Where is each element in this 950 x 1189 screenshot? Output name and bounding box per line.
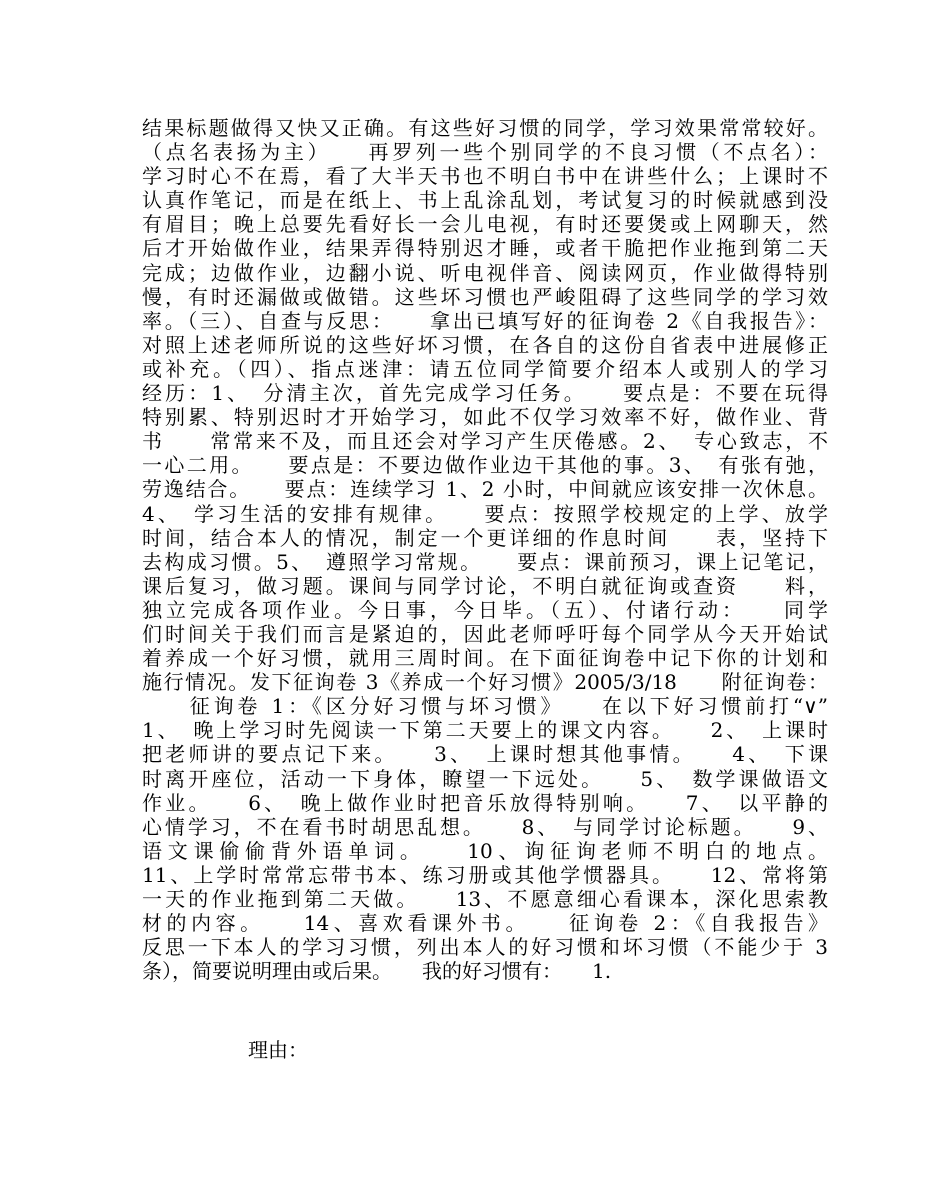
text-line: 特别累、特别迟时才开始学习，如此不仅学习效率不好，做作业、背 — [142, 405, 828, 430]
text-line: 率。（三）、自查与反思： 拿出已填写好的征询卷 2《自我报告》： — [142, 308, 828, 333]
text-line: 语文课偷偷背外语单词。 10、询征询老师不明白的地点。 — [142, 838, 828, 863]
text-line: 认真作笔记，而是在纸上、书上乱涂乱划，考试复习的时候就感到没 — [142, 188, 828, 213]
text-line: 作业。 6、 晚上做作业时把音乐放得特别响。 7、 以平静的 — [142, 790, 828, 815]
text-line: 有眉目；晚上总要先看好长一会儿电视，有时还要煲或上网聊天，然 — [142, 212, 828, 237]
text-line: 慢，有时还漏做或做错。这些坏习惯也严峻阻碍了这些同学的学习效 — [142, 284, 828, 309]
text-line: 后才开始做作业，结果弄得特别迟才睡，或者干脆把作业拖到第二天 — [142, 236, 828, 261]
text-line: 对照上述老师所说的这些好坏习惯，在各自的这份自省表中进展修正 — [142, 332, 828, 357]
reason-label: 理由： — [248, 1038, 308, 1062]
text-line: 施行情况。发下征询卷 3《养成一个好习惯》2005/3/18 附征询卷： — [142, 670, 828, 695]
text-line: 劳逸结合。 要点：连续学习 1、2 小时，中间就应该安排一次休息。 — [142, 477, 828, 502]
body-paragraph — [142, 116, 828, 983]
text-line: 一心二用。 要点是：不要边做作业边干其他的事。3、 有张有弛， — [142, 453, 828, 478]
text-line: 学习时心不在焉，看了大半天书也不明白书中在讲些什么；上课时不 — [142, 164, 828, 189]
text-line: 或补充。（四）、指点迷津：请五位同学简要介绍本人或别人的学习 — [142, 356, 828, 381]
text-line: 时离开座位，活动一下身体，瞭望一下远处。 5、 数学课做语文 — [142, 766, 828, 791]
text-line: 条），简要说明理由或后果。 我的好习惯有： 1. — [142, 959, 612, 984]
text-line: 材的内容。 14、喜欢看课外书。 征询卷 2：《自我报告》 — [142, 911, 828, 936]
text-line: 11、上学时常常忘带书本、练习册或其他学惯器具。 12、常将第 — [142, 862, 828, 887]
text-line: 把老师讲的要点记下来。 3、 上课时想其他事情。 4、 下课 — [142, 742, 828, 767]
text-line: 书 常常来不及，而且还会对学习产生厌倦感。2、 专心致志，不 — [142, 429, 828, 454]
text-line: （点名表扬为主） 再罗列一些个别同学的不良习惯（不点名）： — [142, 140, 828, 165]
text-line: 一天的作业拖到第二天做。 13、不愿意细心看课本，深化思索教 — [142, 887, 828, 911]
text-line: 心情学习，不在看书时胡思乱想。 8、 与同学讨论标题。 9、 — [142, 814, 828, 839]
text-line: 们时间关于我们而言是紧迫的，因此老师呼吁每个同学从今天开始试 — [142, 621, 828, 646]
text-line: 独立完成各项作业。今日事，今日毕。（五）、付诸行动： 同学 — [142, 597, 828, 622]
text-line: 4、 学习生活的安排有规律。 要点：按照学校规定的上学、放学 — [142, 501, 828, 526]
text-line: 1、 晚上学习时先阅读一下第二天要上的课文内容。 2、 上课时 — [142, 718, 828, 743]
text-line: 反思一下本人的学习习惯，列出本人的好习惯和坏习惯（不能少于 3 — [142, 935, 828, 960]
text-line: 经历：1、 分清主次，首先完成学习任务。 要点是：不要在玩得 — [142, 381, 828, 406]
text-line: 时间，结合本人的情况，制定一个更详细的作息时间 表，坚持下 — [142, 525, 828, 550]
text-line: 完成；边做作业，边翻小说、听电视伴音、阅读网页，作业做得特别 — [142, 260, 828, 285]
text-line: 课后复习，做习题。课间与同学讨论，不明白就征询或查资 料， — [142, 573, 828, 598]
text-line: 去构成习惯。5、 遵照学习常规。 要点：课前预习，课上记笔记， — [142, 549, 828, 574]
text-line: 征询卷 1：《区分好习惯与坏习惯》 在以下好习惯前打“∨” — [142, 694, 828, 719]
text-line: 着养成一个好习惯，就用三周时间。在下面征询卷中记下你的计划和 — [142, 646, 828, 671]
text-line: 结果标题做得又快又正确。有这些好习惯的同学，学习效果常常较好。 — [142, 116, 828, 140]
